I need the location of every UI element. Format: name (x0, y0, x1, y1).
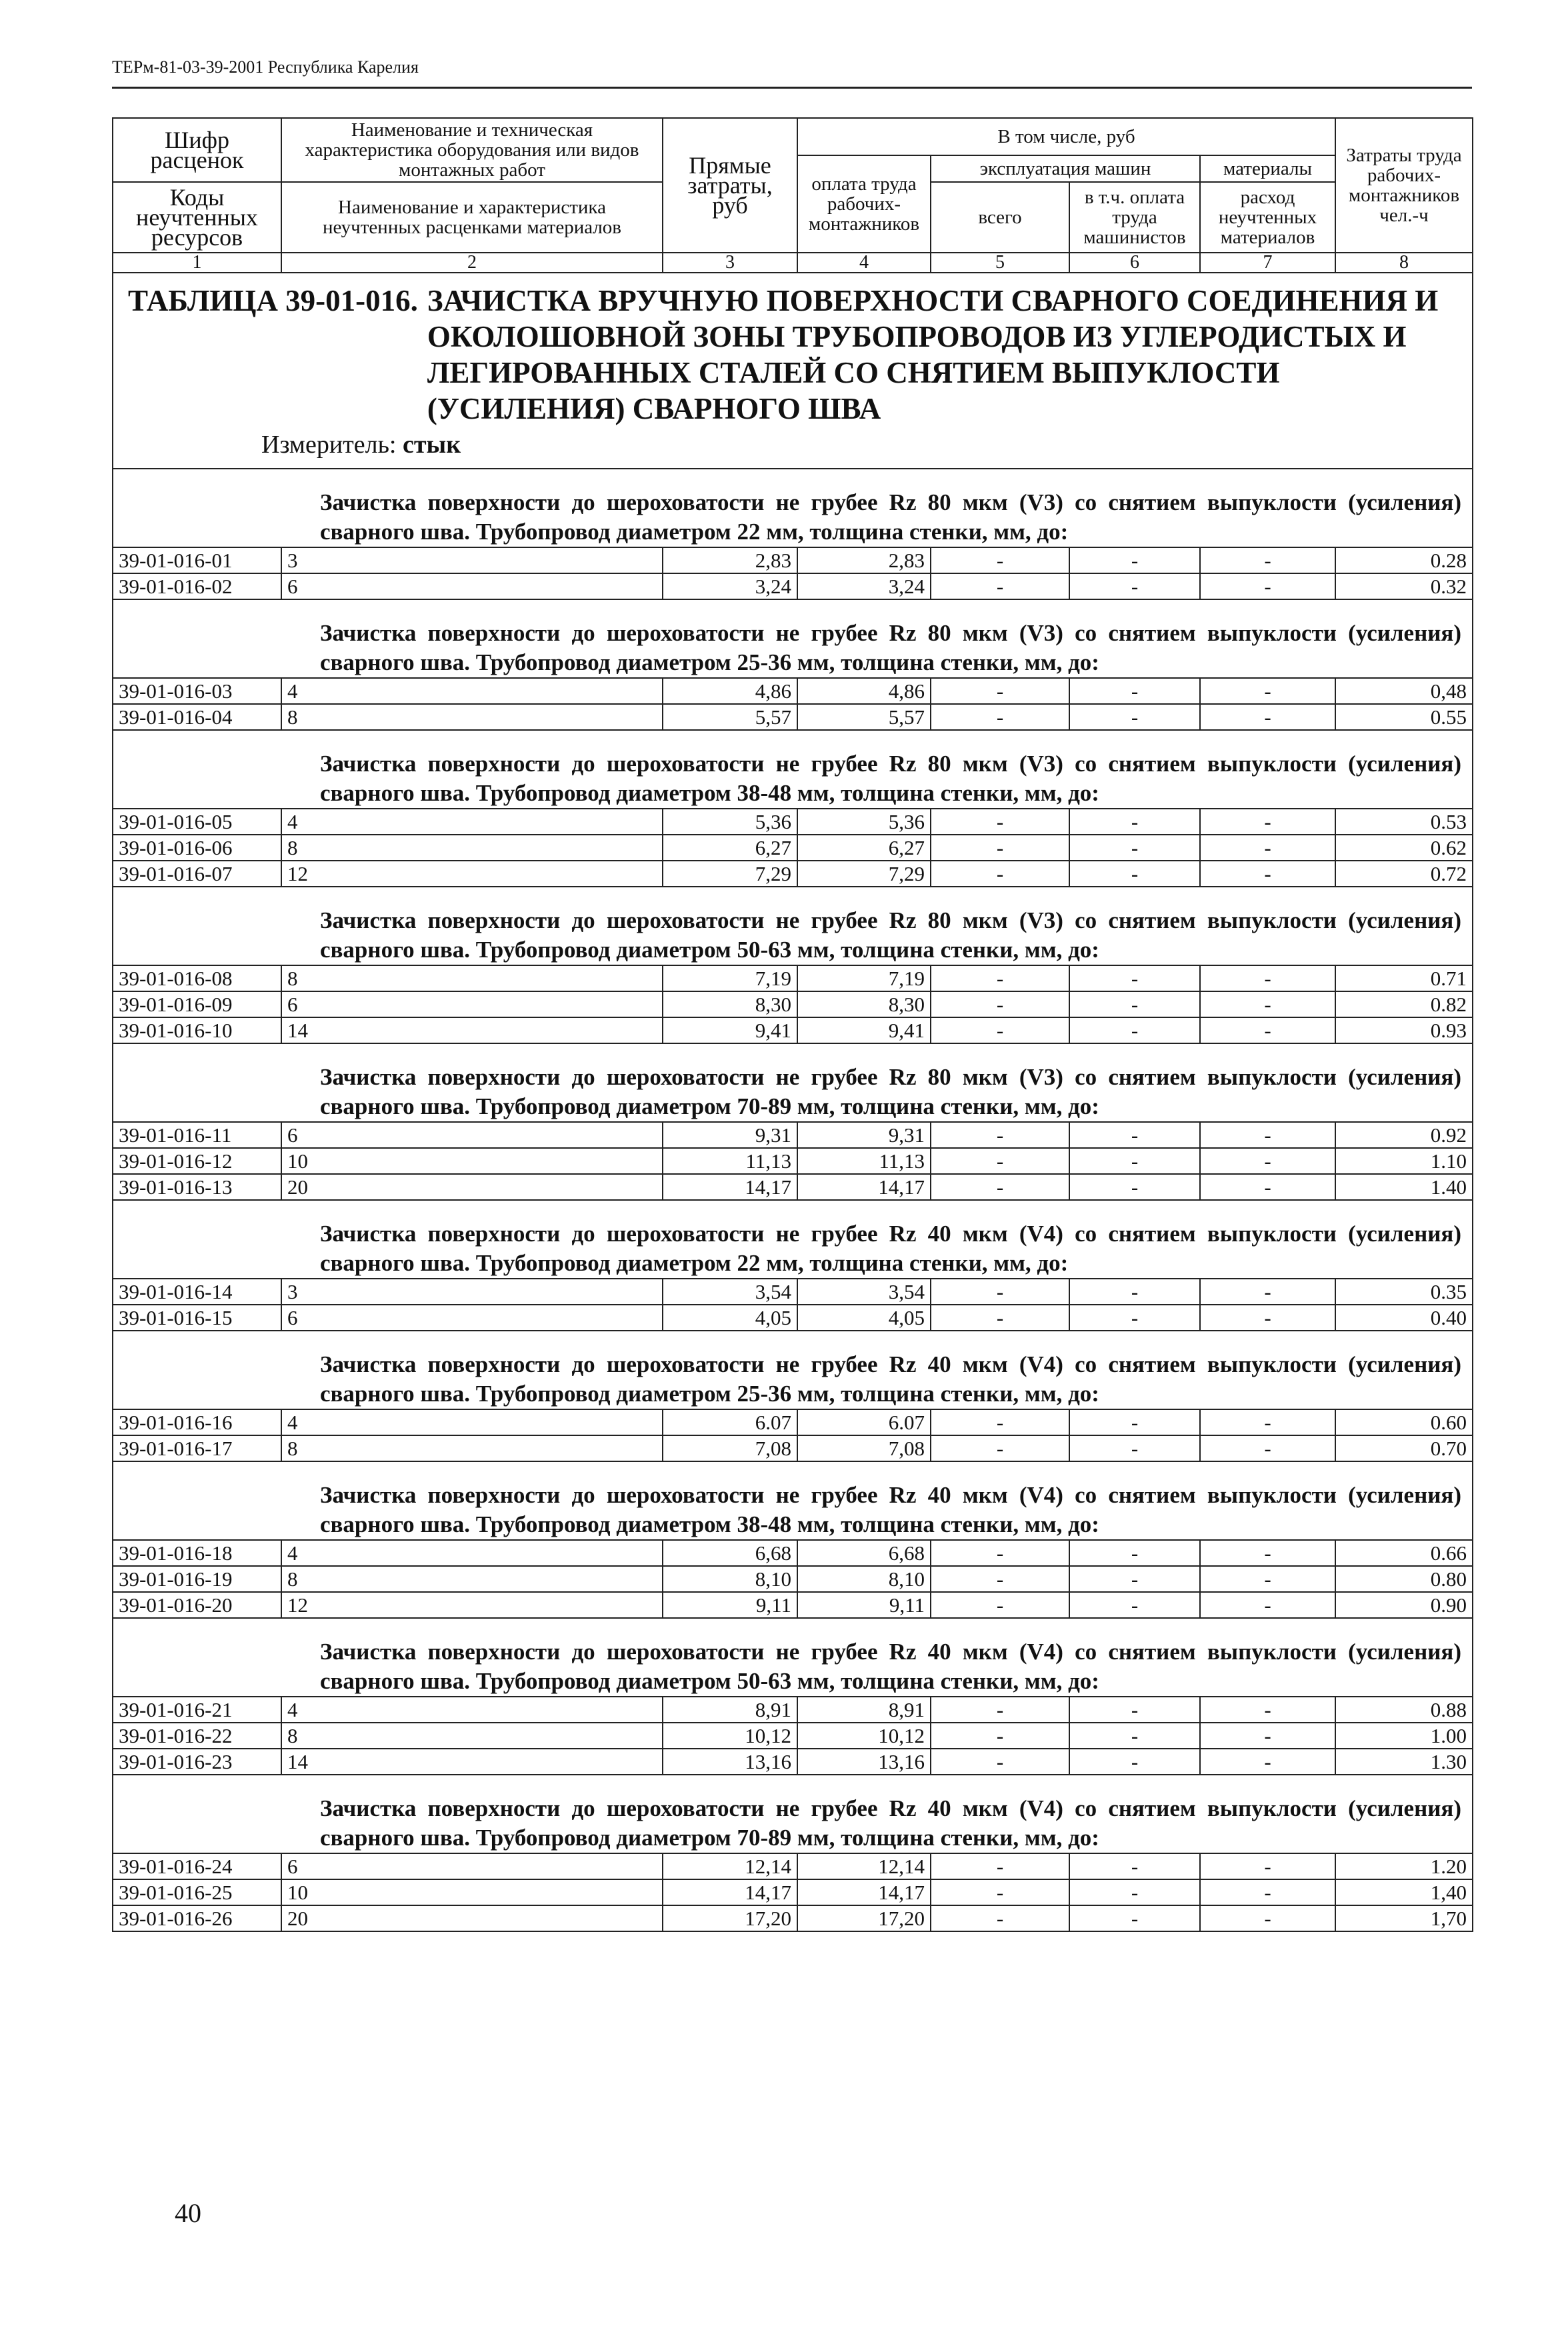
rate-code: 39-01-016-02 (113, 573, 281, 599)
column-number: 7 (1200, 253, 1335, 273)
machines-wages: - (1069, 573, 1200, 599)
header-direct-costs: Прямые затраты, руб (663, 118, 797, 253)
direct-costs: 10,12 (663, 1723, 797, 1749)
materials-cost: - (1200, 678, 1335, 704)
rate-code: 39-01-016-20 (113, 1592, 281, 1618)
machines-total: - (931, 1409, 1069, 1435)
rate-code: 39-01-016-07 (113, 861, 281, 887)
group-heading: Зачистка поверхности до шероховатости не грубее Rz 40 мкм (V4) со снятием выпуклости (усиления) сварного шва. Трубопровод диаметром 25-36 мм, толщина стенки, мм, до: (113, 1331, 1473, 1409)
labor-hours: 0.92 (1335, 1122, 1473, 1148)
materials-cost: - (1200, 1435, 1335, 1461)
table-row (113, 1905, 1473, 1931)
materials-cost: - (1200, 1305, 1335, 1331)
table-row (113, 1305, 1473, 1331)
machines-total: - (931, 547, 1069, 573)
group-heading-row (113, 1775, 1473, 1853)
materials-cost: - (1200, 1697, 1335, 1723)
wall-thickness: 12 (281, 861, 663, 887)
machines-total: - (931, 1279, 1069, 1305)
wall-thickness: 6 (281, 1853, 663, 1879)
wall-thickness: 14 (281, 1017, 663, 1043)
materials-cost: - (1200, 861, 1335, 887)
machines-wages: - (1069, 1435, 1200, 1461)
worker-wages: 14,17 (797, 1879, 931, 1905)
measure-value: стык (403, 431, 461, 459)
group-heading: Зачистка поверхности до шероховатости не грубее Rz 40 мкм (V4) со снятием выпуклости (усиления) сварного шва. Трубопровод диаметром 50-63 мм, толщина стенки, мм, до: (113, 1618, 1473, 1697)
table-row (113, 1879, 1473, 1905)
machines-wages: - (1069, 1122, 1200, 1148)
labor-hours: 0.71 (1335, 965, 1473, 991)
machines-wages: - (1069, 965, 1200, 991)
group-heading: Зачистка поверхности до шероховатости не грубее Rz 40 мкм (V4) со снятием выпуклости (усиления) сварного шва. Трубопровод диаметром 38-48 мм, толщина стенки, мм, до: (113, 1461, 1473, 1540)
group-heading-row (113, 469, 1473, 547)
rate-code: 39-01-016-22 (113, 1723, 281, 1749)
header-including: В том числе, руб (797, 118, 1335, 155)
machines-total: - (931, 1566, 1069, 1592)
machines-total: - (931, 1697, 1069, 1723)
worker-wages: 10,12 (797, 1723, 931, 1749)
machines-total: - (931, 1017, 1069, 1043)
machines-total: - (931, 965, 1069, 991)
materials-cost: - (1200, 1174, 1335, 1200)
direct-costs: 14,17 (663, 1879, 797, 1905)
header-machines-total: всего (931, 182, 1069, 253)
wall-thickness: 10 (281, 1879, 663, 1905)
direct-costs: 5,57 (663, 704, 797, 730)
worker-wages: 5,57 (797, 704, 931, 730)
worker-wages: 6,68 (797, 1540, 931, 1566)
worker-wages: 6.07 (797, 1409, 931, 1435)
group-heading-row (113, 887, 1473, 965)
table-row (113, 1749, 1473, 1775)
machines-total: - (931, 1853, 1069, 1879)
column-number: 5 (931, 253, 1069, 273)
rate-code: 39-01-016-19 (113, 1566, 281, 1592)
materials-cost: - (1200, 1879, 1335, 1905)
rate-code: 39-01-016-21 (113, 1697, 281, 1723)
machines-wages: - (1069, 1409, 1200, 1435)
machines-total: - (931, 861, 1069, 887)
header-wages: оплата труда рабочих-монтажников (797, 155, 931, 253)
group-heading-row (113, 599, 1473, 678)
materials-cost: - (1200, 1122, 1335, 1148)
rate-code: 39-01-016-05 (113, 809, 281, 835)
materials-cost: - (1200, 1905, 1335, 1931)
direct-costs: 3,54 (663, 1279, 797, 1305)
header-machines-wages: в т.ч. оплата труда машинистов (1069, 182, 1200, 253)
header-materials: материалы (1200, 155, 1335, 182)
column-number: 4 (797, 253, 931, 273)
direct-costs: 11,13 (663, 1148, 797, 1174)
table-row (113, 1409, 1473, 1435)
worker-wages: 9,31 (797, 1122, 931, 1148)
direct-costs: 6.07 (663, 1409, 797, 1435)
worker-wages: 7,19 (797, 965, 931, 991)
measure-unit (128, 427, 1459, 460)
machines-wages: - (1069, 1592, 1200, 1618)
direct-costs: 2,83 (663, 547, 797, 573)
machines-wages: - (1069, 1174, 1200, 1200)
worker-wages: 9,41 (797, 1017, 931, 1043)
machines-wages: - (1069, 1879, 1200, 1905)
machines-total: - (931, 1749, 1069, 1775)
direct-costs: 7,19 (663, 965, 797, 991)
rate-code: 39-01-016-04 (113, 704, 281, 730)
table-row (113, 835, 1473, 861)
labor-hours: 0.93 (1335, 1017, 1473, 1043)
wall-thickness: 4 (281, 809, 663, 835)
machines-total: - (931, 1148, 1069, 1174)
materials-cost: - (1200, 1409, 1335, 1435)
table-row (113, 1697, 1473, 1723)
materials-cost: - (1200, 1853, 1335, 1879)
materials-cost: - (1200, 991, 1335, 1017)
labor-hours: 0.35 (1335, 1279, 1473, 1305)
wall-thickness: 20 (281, 1905, 663, 1931)
header-materials-consumption: расход неучтенных материалов (1200, 182, 1335, 253)
table-row (113, 704, 1473, 730)
table-row (113, 1017, 1473, 1043)
group-heading: Зачистка поверхности до шероховатости не грубее Rz 40 мкм (V4) со снятием выпуклости (усиления) сварного шва. Трубопровод диаметром 22 мм, толщина стенки, мм, до: (113, 1200, 1473, 1279)
machines-total: - (931, 1540, 1069, 1566)
header-labor: Затраты труда рабочих-монтажников чел.-ч (1335, 118, 1473, 253)
wall-thickness: 10 (281, 1148, 663, 1174)
table-row (113, 861, 1473, 887)
machines-wages: - (1069, 1566, 1200, 1592)
materials-cost: - (1200, 1749, 1335, 1775)
table-row (113, 809, 1473, 835)
machines-wages: - (1069, 1540, 1200, 1566)
column-number: 6 (1069, 253, 1200, 273)
machines-wages: - (1069, 1749, 1200, 1775)
header-unaccounted-materials: Наименование и характеристика неучтенных расценками материалов (281, 182, 663, 253)
direct-costs: 14,17 (663, 1174, 797, 1200)
labor-hours: 0.28 (1335, 547, 1473, 573)
worker-wages: 7,29 (797, 861, 931, 887)
wall-thickness: 3 (281, 547, 663, 573)
group-heading: Зачистка поверхности до шероховатости не грубее Rz 80 мкм (V3) со снятием выпуклости (усиления) сварного шва. Трубопровод диаметром 25-36 мм, толщина стенки, мм, до: (113, 599, 1473, 678)
table-row (113, 1122, 1473, 1148)
group-heading-row (113, 1043, 1473, 1122)
wall-thickness: 14 (281, 1749, 663, 1775)
machines-wages: - (1069, 1697, 1200, 1723)
header-machines: эксплуатация машин (931, 155, 1200, 182)
rate-code: 39-01-016-17 (113, 1435, 281, 1461)
machines-wages: - (1069, 678, 1200, 704)
group-heading: Зачистка поверхности до шероховатости не грубее Rz 80 мкм (V3) со снятием выпуклости (усиления) сварного шва. Трубопровод диаметром 70-89 мм, толщина стенки, мм, до: (113, 1043, 1473, 1122)
column-number: 3 (663, 253, 797, 273)
rate-code: 39-01-016-10 (113, 1017, 281, 1043)
materials-cost: - (1200, 1566, 1335, 1592)
direct-costs: 4,05 (663, 1305, 797, 1331)
materials-cost: - (1200, 1592, 1335, 1618)
wall-thickness: 6 (281, 573, 663, 599)
wall-thickness: 4 (281, 1697, 663, 1723)
machines-total: - (931, 1592, 1069, 1618)
direct-costs: 4,86 (663, 678, 797, 704)
wall-thickness: 6 (281, 991, 663, 1017)
labor-hours: 0.62 (1335, 835, 1473, 861)
machines-total: - (931, 991, 1069, 1017)
direct-costs: 8,91 (663, 1697, 797, 1723)
direct-costs: 7,29 (663, 861, 797, 887)
group-heading-row (113, 1461, 1473, 1540)
direct-costs: 6,68 (663, 1540, 797, 1566)
direct-costs: 9,31 (663, 1122, 797, 1148)
labor-hours: 0.55 (1335, 704, 1473, 730)
machines-wages: - (1069, 861, 1200, 887)
rates-table (112, 117, 1473, 1932)
labor-hours: 0.53 (1335, 809, 1473, 835)
worker-wages: 8,10 (797, 1566, 931, 1592)
rate-code: 39-01-016-01 (113, 547, 281, 573)
worker-wages: 13,16 (797, 1749, 931, 1775)
group-heading: Зачистка поверхности до шероховатости не грубее Rz 80 мкм (V3) со снятием выпуклости (усиления) сварного шва. Трубопровод диаметром 50-63 мм, толщина стенки, мм, до: (113, 887, 1473, 965)
rate-code: 39-01-016-16 (113, 1409, 281, 1435)
table-row (113, 678, 1473, 704)
machines-wages: - (1069, 1723, 1200, 1749)
labor-hours: 1.30 (1335, 1749, 1473, 1775)
table-title-number: ТАБЛИЦА 39-01-016. (128, 284, 418, 317)
measure-label: Измеритель: (261, 431, 397, 459)
table-row (113, 1435, 1473, 1461)
direct-costs: 9,11 (663, 1592, 797, 1618)
machines-wages: - (1069, 1305, 1200, 1331)
rate-code: 39-01-016-09 (113, 991, 281, 1017)
wall-thickness: 8 (281, 704, 663, 730)
materials-cost: - (1200, 1279, 1335, 1305)
worker-wages: 12,14 (797, 1853, 931, 1879)
materials-cost: - (1200, 573, 1335, 599)
rate-code: 39-01-016-26 (113, 1905, 281, 1931)
worker-wages: 7,08 (797, 1435, 931, 1461)
rate-code: 39-01-016-24 (113, 1853, 281, 1879)
machines-total: - (931, 573, 1069, 599)
labor-hours: 1.40 (1335, 1174, 1473, 1200)
header-unaccounted-codes: Коды неучтенных ресурсов (113, 182, 281, 253)
materials-cost: - (1200, 704, 1335, 730)
labor-hours: 0,48 (1335, 678, 1473, 704)
materials-cost: - (1200, 1017, 1335, 1043)
worker-wages: 2,83 (797, 547, 931, 573)
rate-code: 39-01-016-23 (113, 1749, 281, 1775)
direct-costs: 8,10 (663, 1566, 797, 1592)
worker-wages: 4,86 (797, 678, 931, 704)
direct-costs: 8,30 (663, 991, 797, 1017)
group-heading: Зачистка поверхности до шероховатости не грубее Rz 40 мкм (V4) со снятием выпуклости (усиления) сварного шва. Трубопровод диаметром 70-89 мм, толщина стенки, мм, до: (113, 1775, 1473, 1853)
column-number: 8 (1335, 253, 1473, 273)
column-number: 1 (113, 253, 281, 273)
rate-code: 39-01-016-12 (113, 1148, 281, 1174)
table-row (113, 991, 1473, 1017)
rate-code: 39-01-016-14 (113, 1279, 281, 1305)
machines-total: - (931, 809, 1069, 835)
wall-thickness: 12 (281, 1592, 663, 1618)
labor-hours: 0.70 (1335, 1435, 1473, 1461)
wall-thickness: 4 (281, 678, 663, 704)
machines-wages: - (1069, 1148, 1200, 1174)
page-number: 40 (175, 2198, 201, 2228)
wall-thickness: 8 (281, 1435, 663, 1461)
machines-wages: - (1069, 809, 1200, 835)
worker-wages: 5,36 (797, 809, 931, 835)
wall-thickness: 6 (281, 1122, 663, 1148)
rate-code: 39-01-016-06 (113, 835, 281, 861)
wall-thickness: 8 (281, 1566, 663, 1592)
machines-total: - (931, 1122, 1069, 1148)
worker-wages: 14,17 (797, 1174, 931, 1200)
labor-hours: 1.10 (1335, 1148, 1473, 1174)
wall-thickness: 8 (281, 1723, 663, 1749)
worker-wages: 8,91 (797, 1697, 931, 1723)
machines-total: - (931, 1905, 1069, 1931)
rate-code: 39-01-016-11 (113, 1122, 281, 1148)
wall-thickness: 6 (281, 1305, 663, 1331)
wall-thickness: 3 (281, 1279, 663, 1305)
machines-wages: - (1069, 547, 1200, 573)
direct-costs: 6,27 (663, 835, 797, 861)
materials-cost: - (1200, 965, 1335, 991)
worker-wages: 6,27 (797, 835, 931, 861)
machines-total: - (931, 835, 1069, 861)
rate-code: 39-01-016-18 (113, 1540, 281, 1566)
machines-wages: - (1069, 1279, 1200, 1305)
direct-costs: 9,41 (663, 1017, 797, 1043)
table-row (113, 965, 1473, 991)
materials-cost: - (1200, 809, 1335, 835)
labor-hours: 1,70 (1335, 1905, 1473, 1931)
table-row (113, 1566, 1473, 1592)
direct-costs: 17,20 (663, 1905, 797, 1931)
machines-wages: - (1069, 991, 1200, 1017)
wall-thickness: 4 (281, 1540, 663, 1566)
rate-code: 39-01-016-25 (113, 1879, 281, 1905)
table-row (113, 1853, 1473, 1879)
materials-cost: - (1200, 835, 1335, 861)
table-row (113, 573, 1473, 599)
labor-hours: 0.88 (1335, 1697, 1473, 1723)
worker-wages: 8,30 (797, 991, 931, 1017)
labor-hours: 0.60 (1335, 1409, 1473, 1435)
labor-hours: 0.40 (1335, 1305, 1473, 1331)
materials-cost: - (1200, 1148, 1335, 1174)
wall-thickness: 4 (281, 1409, 663, 1435)
rate-code: 39-01-016-15 (113, 1305, 281, 1331)
group-heading: Зачистка поверхности до шероховатости не грубее Rz 80 мкм (V3) со снятием выпуклости (усиления) сварного шва. Трубопровод диаметром 38-48 мм, толщина стенки, мм, до: (113, 730, 1473, 809)
wall-thickness: 20 (281, 1174, 663, 1200)
header-name: Наименование и техническая характеристика оборудования или видов монтажных работ (281, 118, 663, 182)
labor-hours: 1,40 (1335, 1879, 1473, 1905)
labor-hours: 0.66 (1335, 1540, 1473, 1566)
group-heading-row (113, 730, 1473, 809)
running-header: ТЕРм-81-03-39-2001 Республика Карелия (112, 57, 1472, 89)
machines-total: - (931, 1174, 1069, 1200)
machines-total: - (931, 1435, 1069, 1461)
machines-wages: - (1069, 704, 1200, 730)
direct-costs: 5,36 (663, 809, 797, 835)
table-row (113, 1148, 1473, 1174)
rate-code: 39-01-016-08 (113, 965, 281, 991)
column-numbers-row (113, 253, 1473, 273)
table-row (113, 547, 1473, 573)
machines-total: - (931, 1879, 1069, 1905)
machines-total: - (931, 704, 1069, 730)
machines-wages: - (1069, 1853, 1200, 1879)
table-row (113, 1723, 1473, 1749)
group-heading-row (113, 1200, 1473, 1279)
labor-hours: 0.90 (1335, 1592, 1473, 1618)
machines-wages: - (1069, 835, 1200, 861)
table-title-row (113, 273, 1473, 469)
group-heading-row (113, 1618, 1473, 1697)
materials-cost: - (1200, 547, 1335, 573)
worker-wages: 4,05 (797, 1305, 931, 1331)
table-row (113, 1592, 1473, 1618)
group-heading-row (113, 1331, 1473, 1409)
labor-hours: 1.20 (1335, 1853, 1473, 1879)
worker-wages: 3,54 (797, 1279, 931, 1305)
materials-cost: - (1200, 1723, 1335, 1749)
direct-costs: 13,16 (663, 1749, 797, 1775)
worker-wages: 11,13 (797, 1148, 931, 1174)
rate-code: 39-01-016-03 (113, 678, 281, 704)
header-code: Шифр расценок (113, 118, 281, 182)
labor-hours: 1.00 (1335, 1723, 1473, 1749)
table-row (113, 1279, 1473, 1305)
machines-total: - (931, 678, 1069, 704)
direct-costs: 7,08 (663, 1435, 797, 1461)
wall-thickness: 8 (281, 965, 663, 991)
wall-thickness: 8 (281, 835, 663, 861)
machines-wages: - (1069, 1017, 1200, 1043)
machines-total: - (931, 1723, 1069, 1749)
table-title (113, 273, 1473, 469)
worker-wages: 3,24 (797, 573, 931, 599)
rate-code: 39-01-016-13 (113, 1174, 281, 1200)
worker-wages: 9,11 (797, 1592, 931, 1618)
direct-costs: 12,14 (663, 1853, 797, 1879)
labor-hours: 0.80 (1335, 1566, 1473, 1592)
labor-hours: 0.32 (1335, 573, 1473, 599)
group-heading: Зачистка поверхности до шероховатости не грубее Rz 80 мкм (V3) со снятием выпуклости (усиления) сварного шва. Трубопровод диаметром 22 мм, толщина стенки, мм, до: (113, 469, 1473, 547)
labor-hours: 0.82 (1335, 991, 1473, 1017)
column-number: 2 (281, 253, 663, 273)
labor-hours: 0.72 (1335, 861, 1473, 887)
direct-costs: 3,24 (663, 573, 797, 599)
table-title-text: ЗАЧИСТКА ВРУЧНУЮ ПОВЕРХНОСТИ СВАРНОГО СОЕДИНЕНИЯ И ОКОЛОШОВНОЙ ЗОНЫ ТРУБОПРОВОДОВ ИЗ УГЛЕРОДИСТЫХ И ЛЕГИРОВАННЫХ СТАЛЕЙ СО СНЯТИЕМ ВЫПУКЛОСТИ (УСИЛЕНИЯ) СВАРНОГО ШВА (427, 284, 1439, 425)
worker-wages: 17,20 (797, 1905, 931, 1931)
table-row (113, 1540, 1473, 1566)
table-row (113, 1174, 1473, 1200)
machines-total: - (931, 1305, 1069, 1331)
materials-cost: - (1200, 1540, 1335, 1566)
machines-wages: - (1069, 1905, 1200, 1931)
